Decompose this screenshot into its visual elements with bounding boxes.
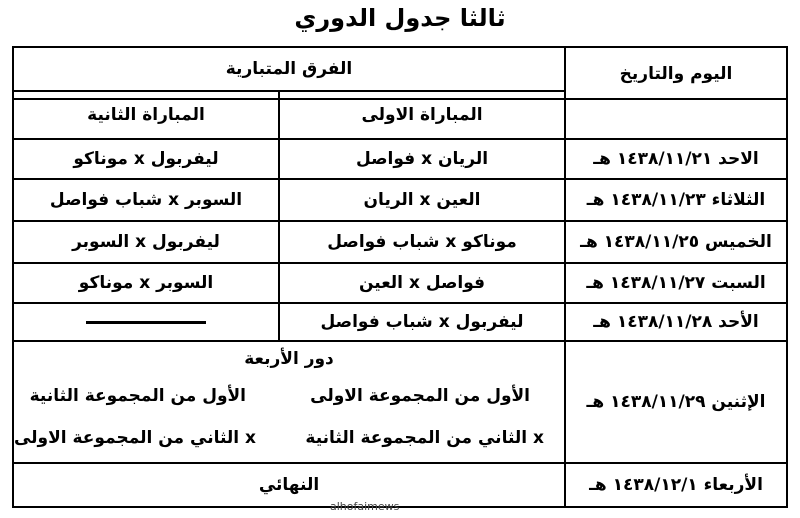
row-match2: السوبر x موناكو bbox=[78, 273, 214, 293]
row-match2-empty bbox=[14, 304, 278, 340]
row-match1: ليفربول x شباب فواصل bbox=[320, 312, 524, 332]
final-date: الأربعاء ١٤٣٨/١٢/١ هـ bbox=[589, 475, 763, 495]
row-match2: ليفربول x موناكو bbox=[73, 149, 219, 169]
semis-match1-line1: الأول من المجموعة الاولى bbox=[310, 386, 530, 406]
row-date: الخميس ١٤٣٨/١١/٢٥ هـ bbox=[580, 232, 772, 252]
semis-match2-line2: x الثاني من المجموعة الاولى bbox=[13, 428, 256, 448]
semis-label: دور الأربعة bbox=[244, 349, 334, 369]
row-match2: ليفربول x السوبر bbox=[72, 232, 220, 252]
row-date: الثلاثاء ١٤٣٨/١١/٢٣ هـ bbox=[586, 190, 766, 210]
row-match2: السوبر x شباب فواصل bbox=[49, 190, 243, 210]
semis-date: الإثنين ١٤٣٨/١١/٢٩ هـ bbox=[586, 392, 766, 412]
row-match1: الريان x فواصل bbox=[355, 149, 489, 169]
page-title: ثالثا جدول الدوري bbox=[294, 4, 506, 32]
row-match1: فواصل x العين bbox=[358, 273, 486, 293]
semis-match1-line2: x الثاني من المجموعة الثانية bbox=[305, 428, 544, 448]
empty-dash bbox=[86, 321, 206, 324]
row-date: الاحد ١٤٣٨/١١/٢١ هـ bbox=[593, 149, 759, 169]
header-day-date: اليوم والتاريخ bbox=[619, 64, 733, 84]
header-match1: المباراة الاولى bbox=[361, 105, 483, 125]
header-teams: الفرق المتبارية bbox=[225, 59, 353, 79]
row-match1: موناكو x شباب فواصل bbox=[327, 232, 517, 252]
row-date: الأحد ١٤٣٨/١١/٢٨ هـ bbox=[593, 312, 759, 332]
watermark: alhofaimews bbox=[330, 500, 400, 513]
row-date: السبت ١٤٣٨/١١/٢٧ هـ bbox=[586, 273, 766, 293]
league-table bbox=[12, 46, 788, 508]
final-label: النهائي bbox=[258, 475, 320, 495]
semis-match2-line1: الأول من المجموعة الثانية bbox=[29, 386, 246, 406]
header-match2: المباراة الثانية bbox=[87, 105, 205, 125]
row-match1: العين x الريان bbox=[363, 190, 481, 210]
